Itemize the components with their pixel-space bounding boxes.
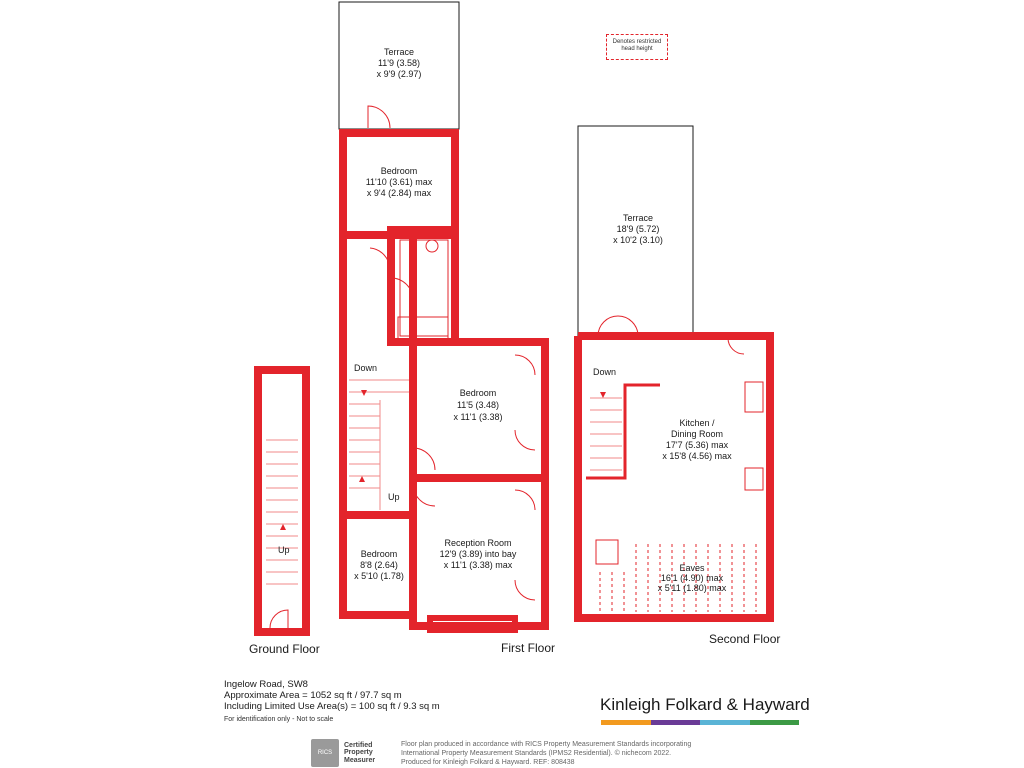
agent-brand: Kinleigh Folkard & Hayward <box>600 695 810 714</box>
disclaimer-line1: Floor plan produced in accordance with RICS Property Measurement Standards incorporating <box>401 741 692 748</box>
first-floor-plan <box>339 2 545 630</box>
stairs-down-second-label: Down <box>593 367 617 377</box>
brand-bar-purple <box>651 720 701 725</box>
stairs-down-arrow <box>361 390 367 396</box>
ground-stairs-up-label: Up <box>278 545 290 555</box>
rics-badge: RICS <box>311 739 339 767</box>
stairs-up-arrow <box>359 476 365 482</box>
first-floor-label: First Floor <box>501 641 555 655</box>
bedroom-top-dim1: 11'10 (3.61) max <box>365 177 433 187</box>
terrace-first-dim2: x 9'9 (2.97) <box>376 69 422 79</box>
eaves-dim2: x 5'11 (1.80) max <box>657 583 727 593</box>
terrace-second-dim1: 18'9 (5.72) <box>616 224 660 234</box>
brand-bar-blue <box>700 720 750 725</box>
terrace-second-dim2: x 10'2 (3.10) <box>613 235 663 245</box>
eaves-name: Eaves <box>679 563 705 573</box>
kitchen-dim1: 17'7 (5.36) max <box>665 440 729 450</box>
bedroom-mid-dim2: x 11'1 (3.38) <box>453 412 503 422</box>
rics-line3: Measurer <box>344 756 376 764</box>
bedroom-small-dim2: x 5'10 (1.78) <box>354 571 404 581</box>
ground-floor-plan <box>258 370 306 632</box>
bedroom-top-name: Bedroom <box>380 166 418 176</box>
terrace-first-name: Terrace <box>383 47 415 57</box>
second-floor-label: Second Floor <box>709 632 781 646</box>
rics-cert-text <box>344 742 375 765</box>
stairs-up-label: Up <box>388 492 400 502</box>
rics-line2: Property <box>344 749 373 757</box>
reception-name: Reception Room <box>444 538 512 548</box>
kitchen-dim2: x 15'8 (4.56) max <box>662 451 732 461</box>
terrace-second-name: Terrace <box>622 213 654 223</box>
brand-color-bar <box>601 720 799 725</box>
disclaimer <box>401 740 691 767</box>
bedroom-top-dim2: x 9'4 (2.84) max <box>366 188 432 198</box>
address-note: For identification only - Not to scale <box>224 716 334 723</box>
kitchen-name2: Dining Room <box>670 429 724 439</box>
disclaimer-line2: International Property Measurement Standards (IPMS2 Residential). © nichecom 2022. <box>401 750 672 757</box>
address-block <box>224 679 440 725</box>
ground-floor-label: Ground Floor <box>249 642 320 656</box>
bedroom-mid-dim1: 11'5 (3.48) <box>456 400 500 410</box>
kitchen-name: Kitchen / <box>679 418 715 428</box>
address-limited-area: Including Limited Use Area(s) = 100 sq ft / 9.3 sq m <box>224 701 440 712</box>
stairs-down-label: Down <box>354 363 378 373</box>
stairs-down-arrow-second <box>600 392 606 398</box>
reception-dim1: 12'9 (3.89) into bay <box>439 549 517 559</box>
reception-dim2: x 11'1 (3.38) max <box>443 560 513 570</box>
bedroom-small-dim1: 8'8 (2.64) <box>360 560 398 570</box>
eaves-dim1: 16'1 (4.90) max <box>660 573 724 583</box>
bedroom-mid-name: Bedroom <box>459 388 497 398</box>
rics-line1: Certified <box>344 741 373 749</box>
brand-bar-green <box>750 720 800 725</box>
bedroom-small-name: Bedroom <box>360 549 398 559</box>
brand-bar-orange <box>601 720 651 725</box>
rics-certified-logo <box>311 738 391 768</box>
disclaimer-line3: Produced for Kinleigh Folkard & Hayward. REF: 808438 <box>401 759 575 766</box>
terrace-first-dim1: 11'9 (3.58) <box>377 58 421 68</box>
address-street: Ingelow Road, SW8 <box>224 679 308 690</box>
address-area: Approximate Area = 1052 sq ft / 97.7 sq m <box>224 690 402 701</box>
restricted-head-height-key: Denotes restricted head height <box>606 34 668 60</box>
